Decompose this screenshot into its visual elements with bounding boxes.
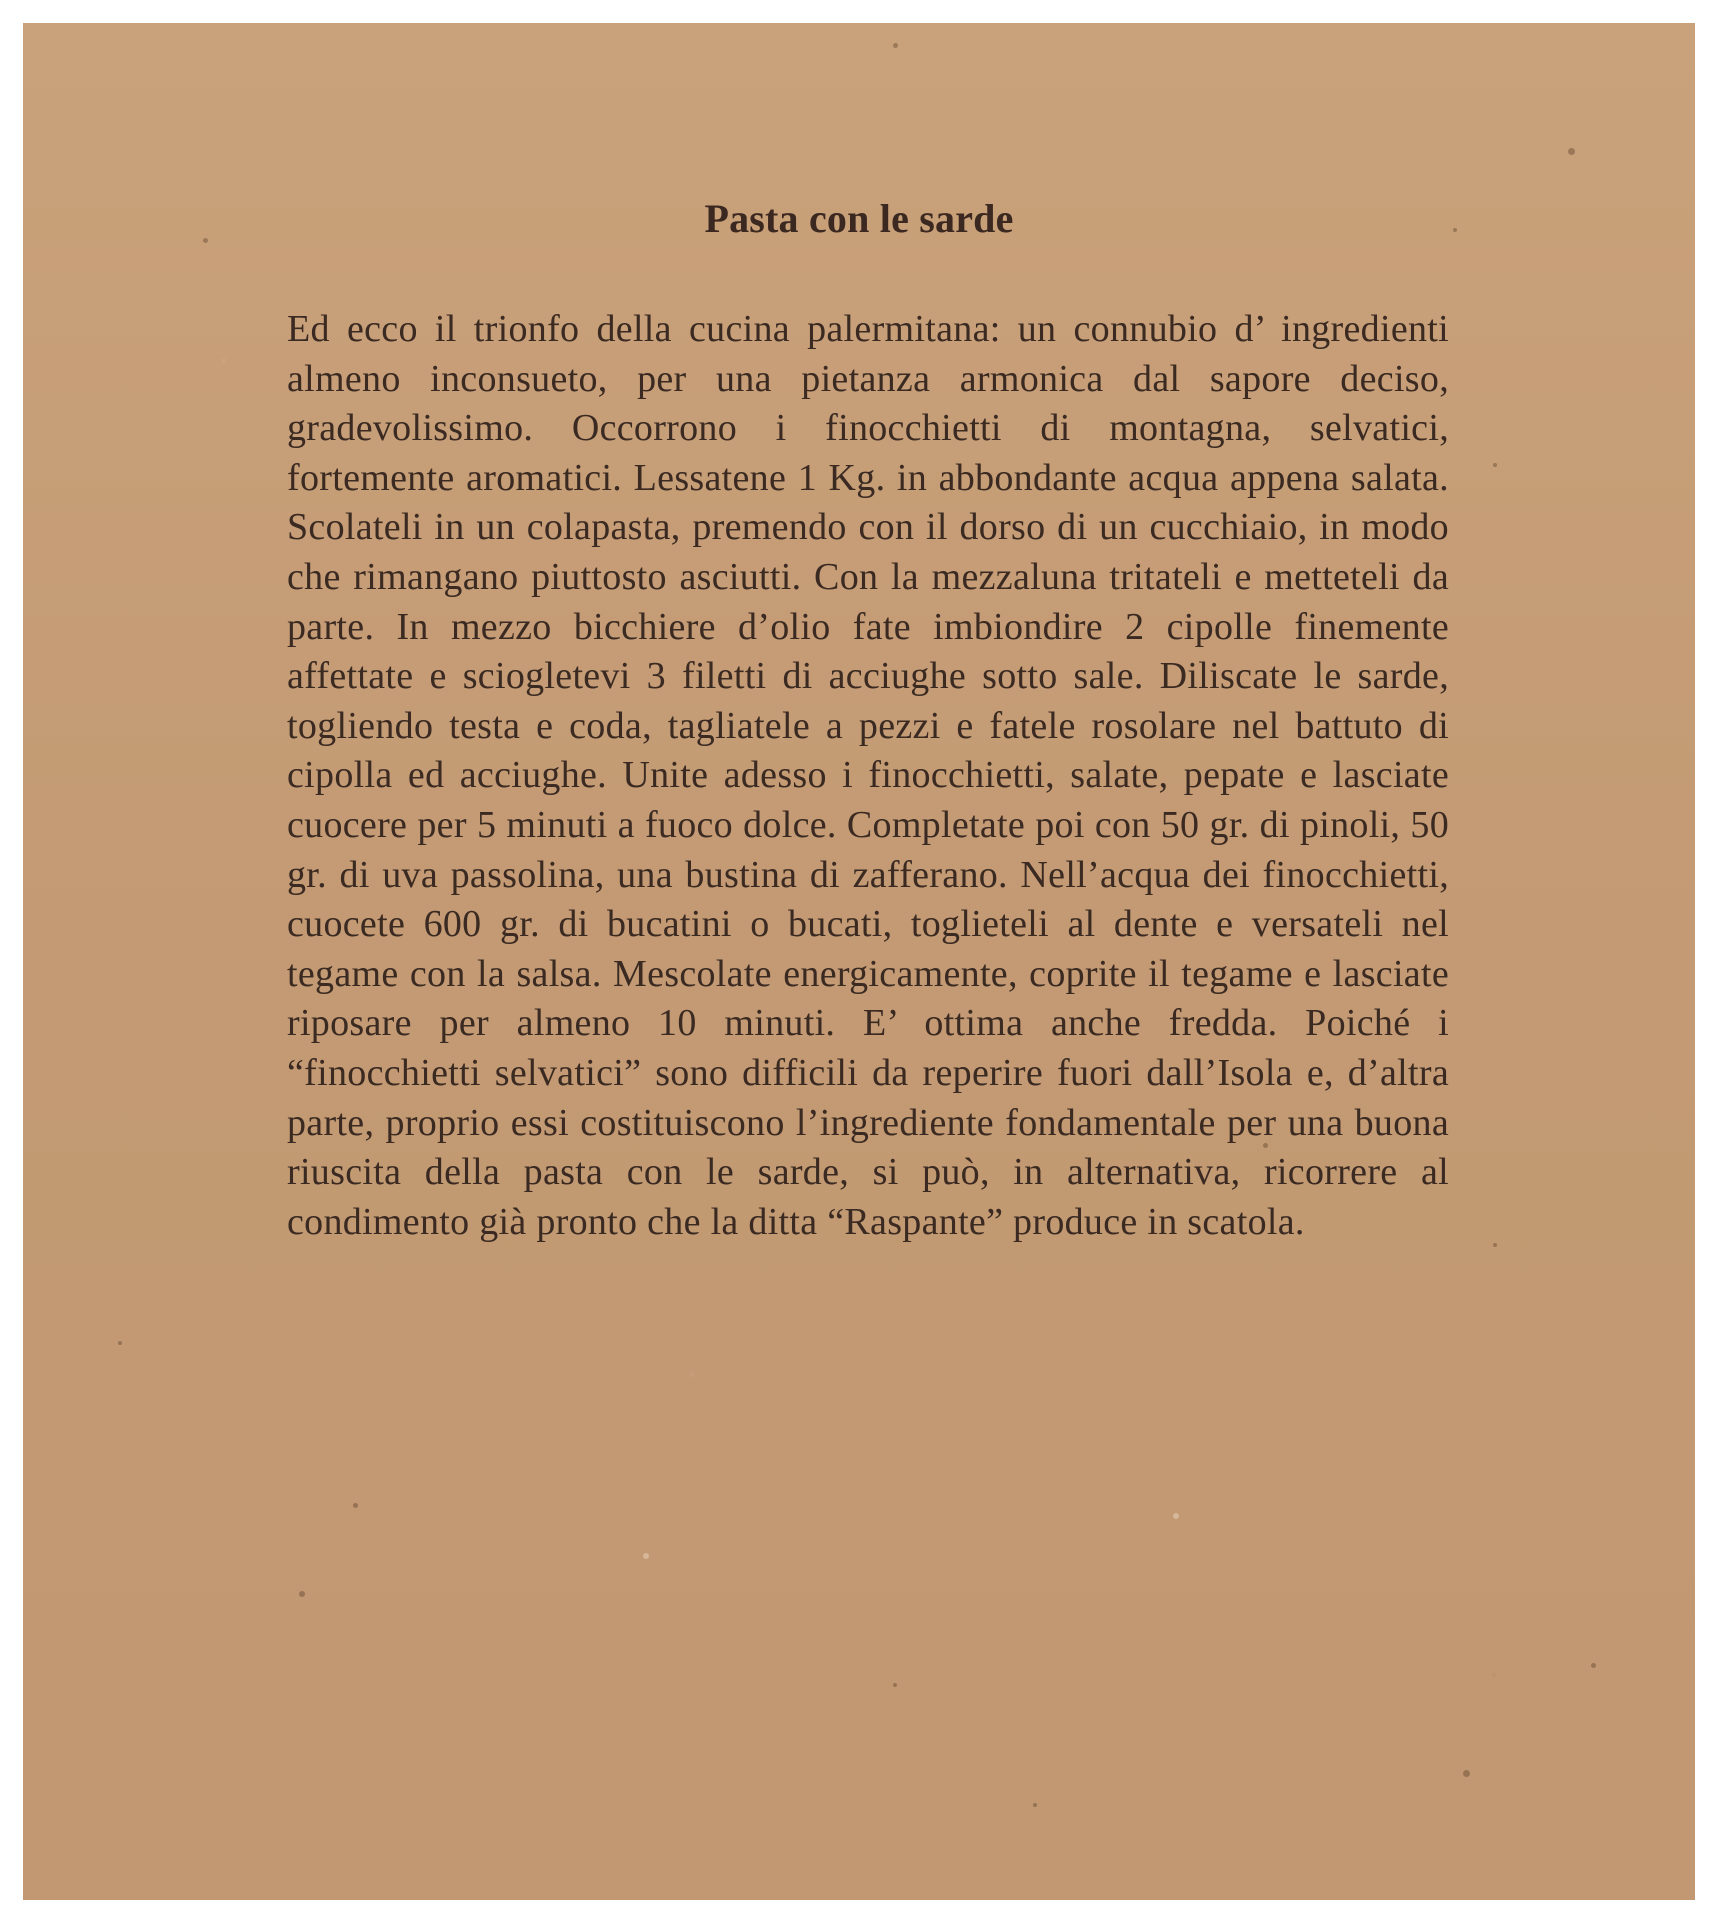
paper-speck	[1493, 463, 1497, 467]
paper-speck	[118, 1341, 122, 1345]
paper-speck	[893, 43, 898, 48]
paper-speck	[1463, 1770, 1470, 1777]
paper-speck	[1493, 1243, 1497, 1247]
paper-speck	[1173, 1513, 1179, 1519]
paper-speck	[643, 1553, 649, 1559]
recipe-page	[23, 23, 1695, 1900]
recipe-body: Ed ecco il trionfo della cucina palermitana: un connubio d’ ingredienti almeno inconsueto, per una pietanza armonica dal sapore deciso, gradevolissimo. Occorrono i finocchietti di montagna, selvatici, fortemente aromatici. Lessatene 1 Kg. in abbondante acqua appena salata. Scolateli in un colapasta, premendo con il dorso di un cucchiaio, in modo che rimangano piuttosto asciutti. Con la mezzaluna tritateli e metteteli da parte. In mezzo bicchiere d’olio fate imbiondire 2 cipolle finemente affettate e sciogletevi 3 filetti di acciughe sotto sale. Diliscate le sarde, togliendo testa e coda, tagliatele a pezzi e fatele rosolare nel battuto di cipolla ed acciughe. Unite adesso i finocchietti, salate, pepate e lasciate cuocere per 5 minuti a fuoco dolce. Completate poi con 50 gr. di pinoli, 50 gr. di uva passolina, una bustina di zafferano. Nell’acqua dei finocchietti, cuocete 600 gr. di bucatini o bucati, toglieteli al dente e versateli nel tegame con la salsa. Mescolate energicamente, coprite il tegame e lasciate riposare per almeno 10 minuti. E’ ottima anche fredda. Poiché i “finocchietti selvatici” sono difficili da reperire fuori dall’Isola e, d’altra parte, proprio essi costituiscono l’ingrediente fondamentale per una buona riuscita della pasta con le sarde, si può, in alternativa, ricorrere al condimento già pronto che la ditta “Raspante” produce in scatola.	[287, 308, 1449, 1243]
paper-speck	[1591, 1663, 1596, 1668]
paper-speck	[353, 1503, 358, 1508]
paper-speck	[893, 1683, 897, 1687]
paper-speck	[1033, 1803, 1037, 1807]
recipe-title: Pasta con le sarde	[704, 196, 1014, 241]
paper-speck	[1568, 148, 1575, 155]
paper-speck	[299, 1591, 305, 1597]
